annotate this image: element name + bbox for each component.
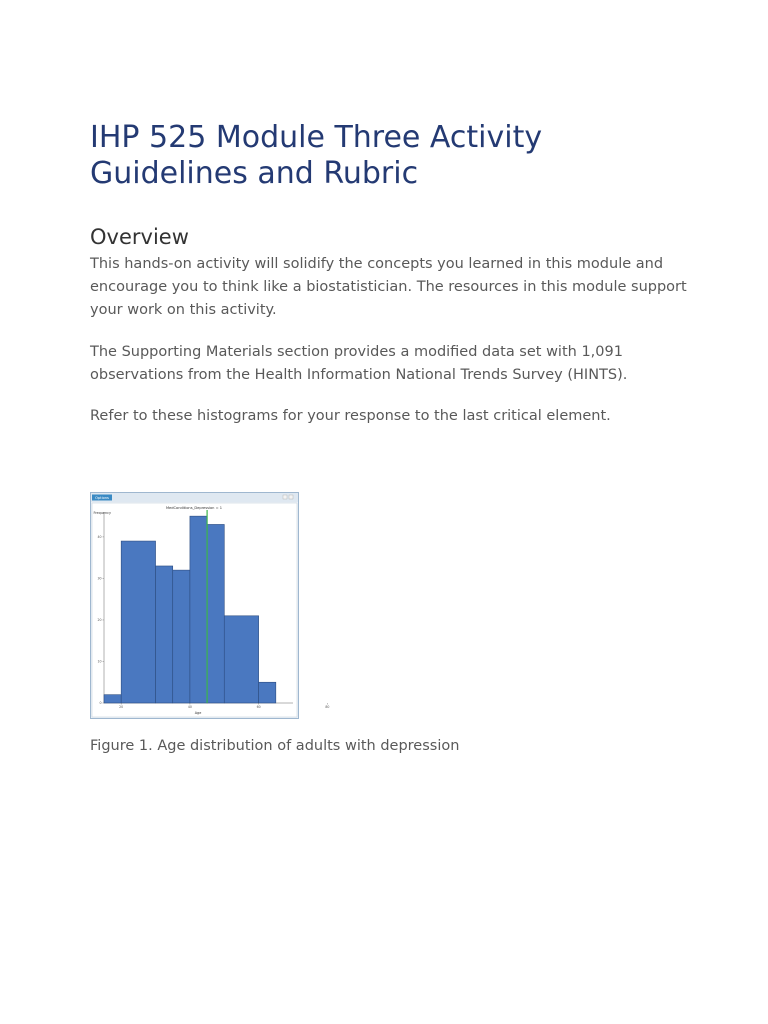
histogram-bar bbox=[224, 616, 258, 703]
histogram-bar bbox=[190, 516, 207, 703]
y-tick-label: 20 bbox=[97, 618, 102, 623]
x-tick-label: 40 bbox=[187, 705, 192, 709]
histogram-bar bbox=[173, 570, 190, 703]
x-tick-label: 60 bbox=[256, 705, 261, 709]
histogram-bar bbox=[259, 682, 276, 703]
close-icon[interactable] bbox=[289, 495, 293, 499]
overview-paragraph-3: Refer to these histograms for your response to the last critical element. bbox=[90, 408, 611, 424]
restore-icon[interactable] bbox=[283, 495, 287, 499]
histogram-figure bbox=[90, 492, 330, 719]
histogram-bar bbox=[104, 695, 121, 703]
histogram-bar bbox=[121, 541, 155, 703]
x-tick-label: 20 bbox=[119, 705, 124, 709]
y-tick-label: 30 bbox=[97, 576, 102, 581]
histogram-bar bbox=[156, 566, 173, 703]
x-tick-label: 80 bbox=[325, 705, 330, 709]
histogram-bar bbox=[207, 524, 224, 703]
page-title: IHP 525 Module Three Activity Guidelines and Rubric bbox=[90, 120, 543, 191]
y-tick-label: 10 bbox=[97, 659, 102, 664]
y-tick-label: 0 bbox=[99, 701, 102, 706]
chart-title: MedConditions_Depression = 1 bbox=[165, 506, 223, 510]
y-axis-label: Frequency bbox=[93, 511, 112, 515]
y-tick-label: 40 bbox=[97, 535, 102, 540]
options-tab-label: Options bbox=[95, 496, 109, 501]
figure-caption: Figure 1. Age distribution of adults with depression bbox=[90, 738, 460, 754]
overview-paragraph-2: The Supporting Materials section provides a modified data set with 1,091 observations from the Health Information National Trends Survey (HINTS). bbox=[90, 344, 628, 383]
overview-heading: Overview bbox=[90, 225, 189, 249]
x-axis-label: Age bbox=[194, 711, 202, 715]
overview-paragraph-1: This hands-on activity will solidify the concepts you learned in this module and encourage you to think like a biostatistician. The resources in this module support your work on this activity. bbox=[90, 256, 687, 318]
